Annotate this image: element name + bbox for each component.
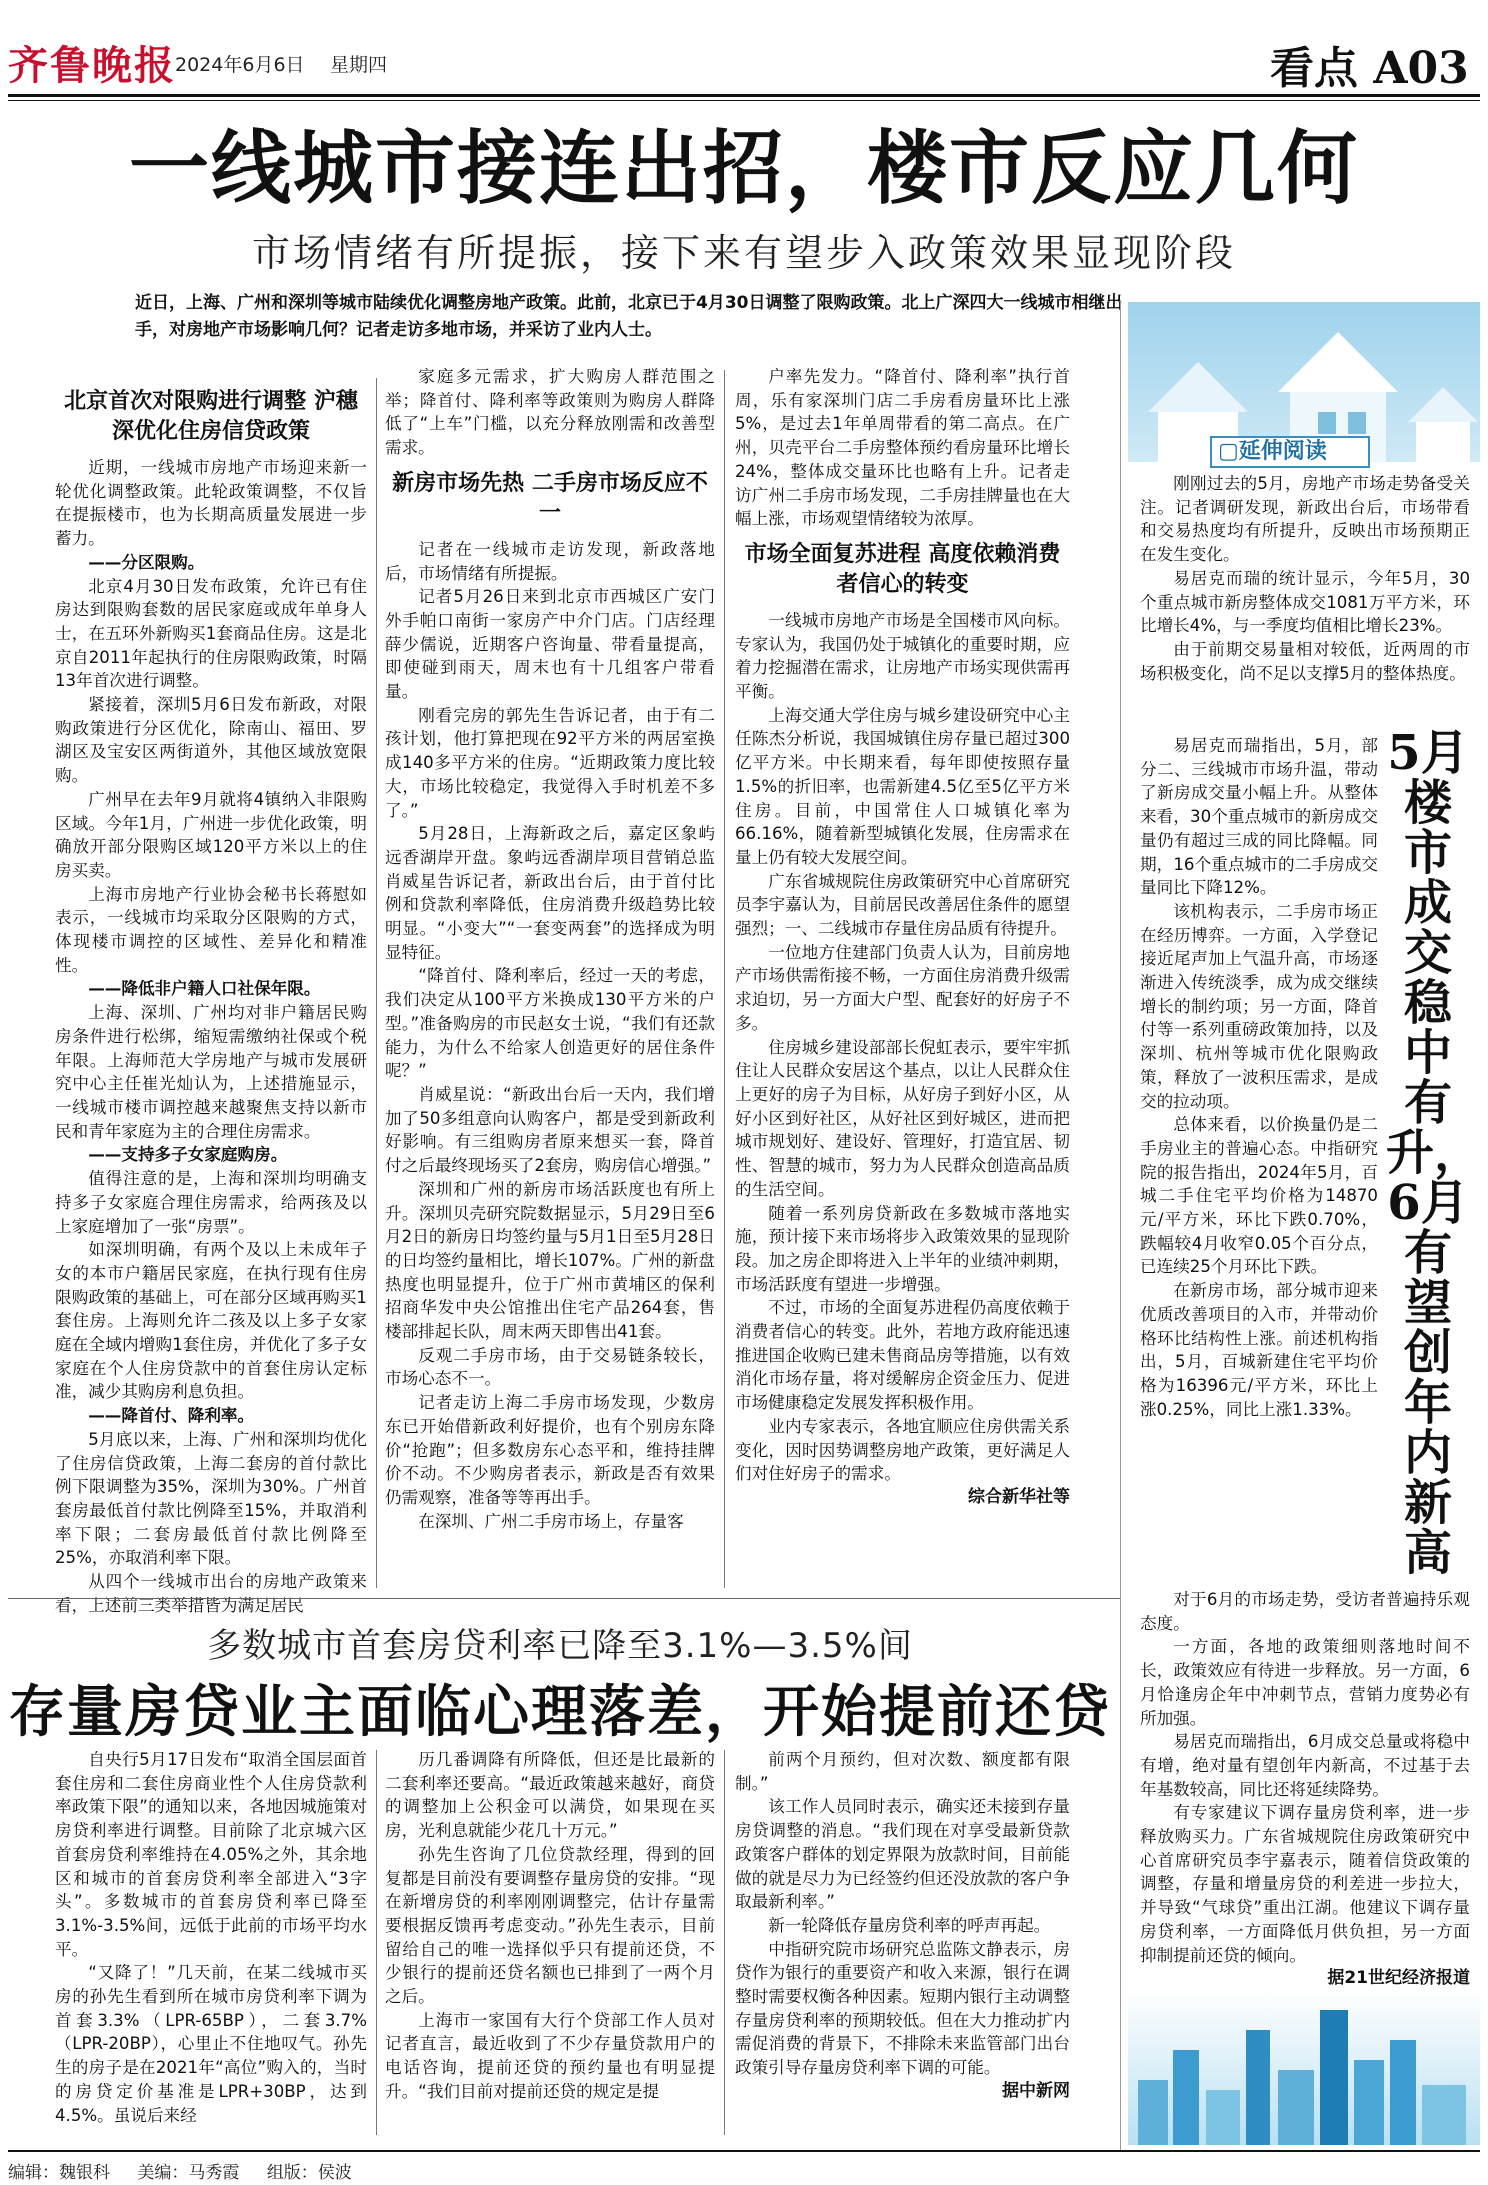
paragraph: 易居克而瑞指出，5月，部分二、三线城市市场升温，带动了新房成交量小幅上升。从整体来看，30个重点城市的新房成交量仍有超过三成的同比降幅。同期，16个重点城市的二手房成交量同比下降12%。 — [1140, 736, 1378, 898]
editor-credit: 编辑：魏银科 — [8, 2163, 110, 2183]
paragraph: 上海交通大学住房与城乡建设研究中心主任陈杰分析说，我国城镇住房存量已超过300亿平方米。中长期来看，每年即使按照存量1.5%的折旧率，也需新建4.5亿至5亿平方米住房。目前，中国常住人口城镇化率为66.16%，随着新型城镇化发展，住房需求在量上仍有较大发展空间。 — [735, 705, 1070, 867]
paragraph: 记者走访上海二手房市场发现，少数房东已开始借新政利好提价，也有个别房东降价“抢跑”；但多数房东心态平和，维持挂牌价不动。不少购房者表示，新政是否有效果仍需观察，准备等等再出手。 — [385, 1393, 715, 1507]
main-subheadline: 市场情绪有所提振，接下来有望步入政策效果显现阶段 — [251, 231, 1236, 275]
sidebar-body-top — [1140, 472, 1470, 685]
article-lead: 近日，上海、广州和深圳等城市陆续优化调整房地产政策。此前，北京已于4月30日调整了限购政策。北上广深四大一线城市相继出手，对房地产市场影响几何？记者走访多地市场，并采访了业内人士。 — [135, 293, 1123, 340]
paragraph: 值得注意的是，上海和深圳均明确支持多子女家庭合理住房需求，给两孩及以上家庭增加了一张“房票”。 — [55, 1169, 367, 1236]
paragraph: 易居克而瑞指出，6月成交总量或将稳中有增，绝对量有望创年内新高，不过基于去年基数较高，同比还将延续降势。 — [1140, 1732, 1470, 1799]
paragraph: 广东省城规院住房政策研究中心首席研究员李宇嘉认为，目前居民改善居住条件的愿望强烈；一、二线城市存量住房品质有待提升。 — [735, 871, 1070, 939]
article1-column3 — [735, 365, 1070, 1603]
article1-column2 — [385, 365, 715, 1603]
column1-heading: 北京首次对限购进行调整 沪穗深优化住房信贷政策 — [64, 388, 358, 444]
paragraph: 反观二手房市场，由于交易链条较长，市场心态不一。 — [385, 1345, 715, 1389]
section-label: 看点 A03 — [1270, 43, 1469, 94]
paragraph: 广州早在去年9月就将4镇纳入非限购区域。今年1月，广州进一步优化政策，明确放开部分限购区域120平方米以上的住房买卖。 — [55, 789, 367, 880]
newspaper-logo: 齐鲁晚报 — [8, 42, 176, 89]
paragraph: 该机构表示，二手房市场正在经历博弈。一方面，入学登记接近尾声加上气温升高，市场逐渐进入传统淡季，成为成交继续增长的制约项；另一方面，降首付等一系列重磅政策加持，以及深圳、杭州等城市优化限购政策，释放了一波积压需求，是成交的拉动项。 — [1140, 901, 1378, 1111]
credits-footer — [8, 2158, 1008, 2183]
sidebar-label-text: 延伸阅读 — [1238, 439, 1327, 464]
column-divider — [376, 1750, 377, 2135]
sidebar-label — [1210, 436, 1370, 468]
paragraph: 中指研究院市场研究总监陈文静表示，房贷作为银行的重要资产和收入来源，银行在调整时需要权衡各种因素。短期内银行主动调整存量房贷利率的预期较低。但在大力推动扩内需促消费的背景下，不排除未来监管部门出台政策引导存量房贷利率下调的可能。 — [735, 1939, 1070, 2078]
masthead-divider — [8, 94, 1480, 97]
column1-body — [55, 456, 367, 1617]
paragraph: 在深圳、广州二手房市场上，存量客 — [418, 1511, 684, 1531]
column3-heading: 市场全面复苏进程 高度依赖消费者信心的转变 — [744, 540, 1061, 597]
paragraph: 刚刚过去的5月，房地产市场走势备受关注。记者调研发现，新政出台后，市场带看和交易热度均有所提升，反映出市场预期正在发生变化。 — [1140, 474, 1470, 565]
sidebar-divider — [1120, 300, 1121, 2150]
paragraph: 从四个一线城市出台的房地产政策来看，上述前三类举措皆为满足居民 — [55, 1572, 367, 1615]
paragraph: 户率先发力。“降首付、降利率”执行首周，乐有家深圳门店二手房看房量环比上涨5%，是过去1年单周带看的第二高点。在广州，贝壳平台二手房整体预约看房量环比增长24%，整体成交量环比也略有上升。记者走访广州二手房市场发现，二手房挂牌量也在大幅上涨，市场观望情绪较为浓厚。 — [735, 367, 1070, 529]
sidebar-vertical-title: 5月楼市成交稳中有升，6月有望创年内新高 — [1386, 725, 1483, 1581]
article2-subheadline: 多数城市首套房贷利率已降至3.1%—3.5%间 — [207, 1626, 913, 1666]
column-divider — [724, 1750, 725, 2135]
column2-body — [385, 538, 715, 1534]
article2-source: 据中新网 — [1002, 2080, 1070, 2101]
paragraph: 上海、深圳、广州均对非户籍居民购房条件进行松绑，缩短需缴纳社保或个税年限。上海师范大学房地产与城市发展研究中心主任崔光灿认为，上述措施显示，一线城市楼市调控越来越聚焦支持以新市民和青年家庭为主的合理住房需求。 — [55, 1003, 367, 1141]
paragraph: 前两个月预约，但对次数、额度都有限制。” — [735, 1750, 1070, 1793]
paragraph: 易居克而瑞的统计显示，今年5月，30个重点城市新房整体成交1081万平方米，环比增长4%，与一季度均值相比增长23%。 — [1140, 568, 1470, 636]
main-headline: 一线城市接连出招，楼市反应几何 — [129, 121, 1359, 215]
masthead-divider-thin — [8, 100, 1480, 101]
issue-weekday: 星期四 — [330, 54, 388, 76]
paragraph: 北京4月30日发布政策，允许已有住房达到限购套数的居民家庭或成年单身人士，在五环外新购买1套商品住房。这是北京自2011年起执行的住房限购政策，时隔13年首次进行调整。 — [55, 576, 367, 691]
sidebar-body-narrow — [1140, 734, 1378, 1584]
article-divider — [8, 1598, 1120, 1599]
paragraph: 记者5月26日来到北京市西城区广安门外手帕口南街一家房产中介门店。门店经理薛少儒说，近期客户咨询量、带看量提高，即使碰到雨天，周末也有十几组客户带看量。 — [385, 587, 715, 702]
footer-divider — [8, 2150, 1480, 2152]
paragraph: 一方面，各地的政策细则落地时间不长，政策效应有待进一步释放。另一方面，6月恰逢房企年中冲刺节点，营销力度势必有所加强。 — [1140, 1637, 1470, 1728]
column2-body-top — [385, 365, 715, 460]
paragraph: ——分区限购。 — [88, 552, 205, 572]
article1-column1 — [55, 378, 367, 1615]
paragraph: 新一轮降低存量房贷利率的呼声再起。 — [768, 1915, 1051, 1935]
column-divider — [376, 378, 377, 1588]
paragraph: 在新房市场，部分城市迎来优质改善项目的入市，并带动价格环比结构性上涨。前述机构指出，5月，百城新建住宅平均价格为16396元/平方米，环比上涨0.25%，同比上涨1.33%。 — [1140, 1281, 1378, 1419]
paragraph: 5月底以来，上海、广州和深圳均优化了住房信贷政策，上海二套房的首付款比例下限调整为35%，深圳为30%。广州首套房最低首付款比例降至15%，并取消利率下限；二套房最低首付款比例降至25%，亦取消利率下限。 — [55, 1429, 367, 1568]
sidebar-body-bottom — [1140, 1588, 1470, 1988]
paragraph: 由于前期交易量相对较低，近两周的市场积极变化，尚不足以支撑5月的整体热度。 — [1140, 639, 1470, 683]
article2-column2 — [385, 1748, 715, 2143]
paragraph: 总体来看，以价换量仍是二手房业主的普遍心态。中指研究院的报告指出，2024年5月，百城二手住宅平均价格为14870元/平方米，环比下跌0.70%，跌幅较4月收窄0.05个百分点，已连续25个月环比下跌。 — [1140, 1115, 1378, 1277]
paragraph: 对于6月的市场走势，受访者普遍持乐观态度。 — [1140, 1590, 1470, 1633]
paragraph: 紧接着，深圳5月6日发布新政，对限购政策进行分区优化，除南山、福田、罗湖区及宝安区两街道外，其他区域放宽限购。 — [55, 695, 367, 786]
paragraph: ——降低非户籍人口社保年限。 — [88, 979, 321, 999]
paragraph: 有专家建议下调存量房贷利率，进一步释放购买力。广东省城规院住房政策研究中心首席研究员李宇嘉表示，随着信贷政策的调整，存量和增量房贷的利差进一步拉大，并导致“气球贷”重出江湖。他建议下调存量房贷利率，一方面降低月供负担，另一方面抑制提前还贷的倾向。 — [1140, 1803, 1470, 1965]
paragraph: “降首付、降利率后，经过一天的考虑，我们决定从100平方米换成130平方米的户型。”准备购房的市民赵女士说，“我们有还款能力，为什么不给家人创造更好的居住条件呢？” — [385, 966, 715, 1081]
column3-body-top — [735, 365, 1070, 531]
article2-column3 — [735, 1748, 1070, 2143]
bookmark-icon: ▢ — [1218, 439, 1239, 464]
article2-headline: 存量房贷业主面临心理落差，开始提前还贷 — [9, 1679, 1111, 1745]
paragraph: 深圳和广州的新房市场活跃度也有所上升。深圳贝壳研究院数据显示，5月29日至6月2日的新房日均签约量与5月1日至5月28日的日均签约量相比，增长107%。广州的新盘热度也明显提升，位于广州市黄埔区的保利招商华发中央公馆推出住宅产品264套，售楼部排起长队，周末两天即售出41套。 — [385, 1179, 715, 1342]
article2-column1 — [55, 1748, 367, 2143]
paragraph: 业内专家表示，各地宜顺应住房供需关系变化，因时因势调整房地产政策，更好满足人们对住好房子的需求。 — [735, 1416, 1070, 1484]
paragraph: 如深圳明确，有两个及以上未成年子女的本市户籍居民家庭，在执行现有住房限购政策的基础上，可在部分区域再购买1套住房。上海则允许二孩及以上多子女家庭在全域内增购1套住房，并优化了多子女家庭在个人住房贷款中的首套住房认定标准，减少其购房利息负担。 — [55, 1240, 367, 1402]
paragraph: ——支持多子女家庭购房。 — [88, 1145, 288, 1165]
layout-credit: 组版：侯波 — [266, 2163, 352, 2183]
column-divider — [724, 370, 725, 1588]
paragraph: 住房城乡建设部部长倪虹表示，要牢牢抓住让人民群众安居这个基点，以让人民群众住上更好的房子为目标，从好房子到好小区，从好小区到好社区，从好社区到好城区，进而把城市规划好、建设好、管理好，打造宜居、韧性、智慧的城市，努力为人民群众创造高品质的生活空间。 — [735, 1037, 1070, 1199]
paragraph: 一位地方住建部门负责人认为，目前房地产市场供需衔接不畅，一方面住房消费升级需求迫切，另一方面大户型、配套好的好房子不多。 — [735, 942, 1070, 1033]
column3-body — [735, 609, 1070, 1486]
paragraph: 历几番调降有所降低，但还是比最新的二套利率还要高。“最近政策越来越好，商贷的调整加上公积金可以满贷，如果现在买房，光利息就能少花几十万元。” — [385, 1750, 715, 1841]
sidebar-skyline-illustration — [1128, 1990, 1480, 2145]
paragraph: 上海市一家国有大行个贷部工作人员对记者直言，最近收到了不少存量贷款用户的电话咨询，提前还贷的预约量也有明显提升。“我们目前对提前还贷的规定是提 — [385, 2010, 715, 2101]
paragraph: “又降了！”几天前，在某二线城市买房的孙先生看到所在城市房贷利率下调为首套3.3%（LPR-65BP），二套3.7%（LPR-20BP），心里止不住地叹气。孙先生的房子是在2021年“高位”购入的，当时的房贷定价基准是LPR+30BP，达到4.5%。虽说后来经 — [55, 1963, 367, 2125]
issue-date: 2024年6月6日 — [175, 54, 305, 76]
column2-heading: 新房市场先热 二手房市场反应不一 — [392, 469, 708, 526]
paragraph: 随着一系列房贷新政在多数城市落地实施，预计接下来市场将步入政策效果的显现阶段。加之房企即将进入上半年的业绩冲刺期，市场活跃度有望进一步增强。 — [735, 1203, 1070, 1294]
skyline-illustration — [1128, 1990, 1480, 2145]
paragraph: 近期，一线城市房地产市场迎来新一轮优化调整政策。此轮政策调整，不仅旨在提振楼市，也为长期高质量发展进一步蓄力。 — [55, 458, 367, 549]
designer-credit: 美编：马秀霞 — [137, 2163, 240, 2183]
paragraph: 不过，市场的全面复苏进程仍高度依赖于消费者信心的转变。此外，若地方政府能迅速推进国企收购已建未售商品房等措施，以有效消化市场存量，将对缓解房企资金压力、促进市场健康稳定发展发挥积极作用。 — [735, 1298, 1070, 1413]
paragraph: ——降首付、降利率。 — [88, 1406, 255, 1426]
paragraph: 家庭多元需求，扩大购房人群范围之举；降首付、降利率等政策则为购房人群降低了“上车”门槛，以充分释放刚需和改善型需求。 — [385, 367, 715, 458]
paragraph: 一线城市房地产市场是全国楼市风向标。专家认为，我国仍处于城镇化的重要时期，应着力挖掘潜在需求，让房地产市场实现供需再平衡。 — [735, 610, 1070, 702]
paragraph: 记者在一线城市走访发现，新政落地后，市场情绪有所提振。 — [385, 539, 715, 583]
sidebar-source: 据21世纪经济报道 — [1327, 1968, 1470, 1989]
paragraph: 肖威星说：“新政出台后一天内，我们增加了50多组意向认购客户，都是受到新政利好影响。有三组购房者原来想买一套，降首付之后最终现场买了2套房，购房信心增强。” — [385, 1084, 715, 1176]
paragraph: 上海市房地产行业协会秘书长蒋慰如表示，一线城市均采取分区限购的方式，体现楼市调控的区域性、差异化和精准性。 — [55, 884, 367, 975]
paragraph: 5月28日，上海新政之后，嘉定区象屿远香湖岸开盘。象屿远香湖岸项目营销总监肖威星告诉记者，新政出台后，由于首付比例和贷款利率降低，住房消费升级趋势比较明显。“小变大”“一套变两套”的选择成为明显特征。 — [385, 824, 715, 962]
paragraph: 该工作人员同时表示，确实还未接到存量房贷调整的消息。“我们现在对享受最新贷款政策客户群体的划定界限为放款时间，目前能做的就是尽力为已经签约但还没放款的客户争取最新利率。” — [735, 1797, 1070, 1912]
paragraph: 孙先生咨询了几位贷款经理，得到的回复都是目前没有要调整存量房贷的安排。“现在新增房贷的利率刚刚调整完，估计存量需要根据反馈再考虑变动。”孙先生表示，目前留给自己的唯一选择似乎只有提前还贷，不少银行的提前还贷名额也已排到了一两个月之后。 — [385, 1844, 715, 2007]
paragraph: 自央行5月17日发布“取消全国层面首套住房和二套住房商业性个人住房贷款利率政策下限”的通知以来，各地因城施策对房贷利率进行调整。目前除了北京城六区首套房贷利率维持在4.05%之外，其余地区和城市的首套房贷利率全部进入“3字头”。多数城市的首套房贷利率已降至3.1%-3.5%间，远低于此前的市场平均水平。 — [55, 1750, 367, 1959]
paragraph: 刚看完房的郭先生告诉记者，由于有二孩计划，他打算把现在92平方米的两居室换成140多平方米的住房。“近期政策力度比较大，市场比较稳定，我觉得入手时机差不多了。” — [385, 705, 715, 820]
article1-source: 综合新华社等 — [968, 1486, 1070, 1507]
